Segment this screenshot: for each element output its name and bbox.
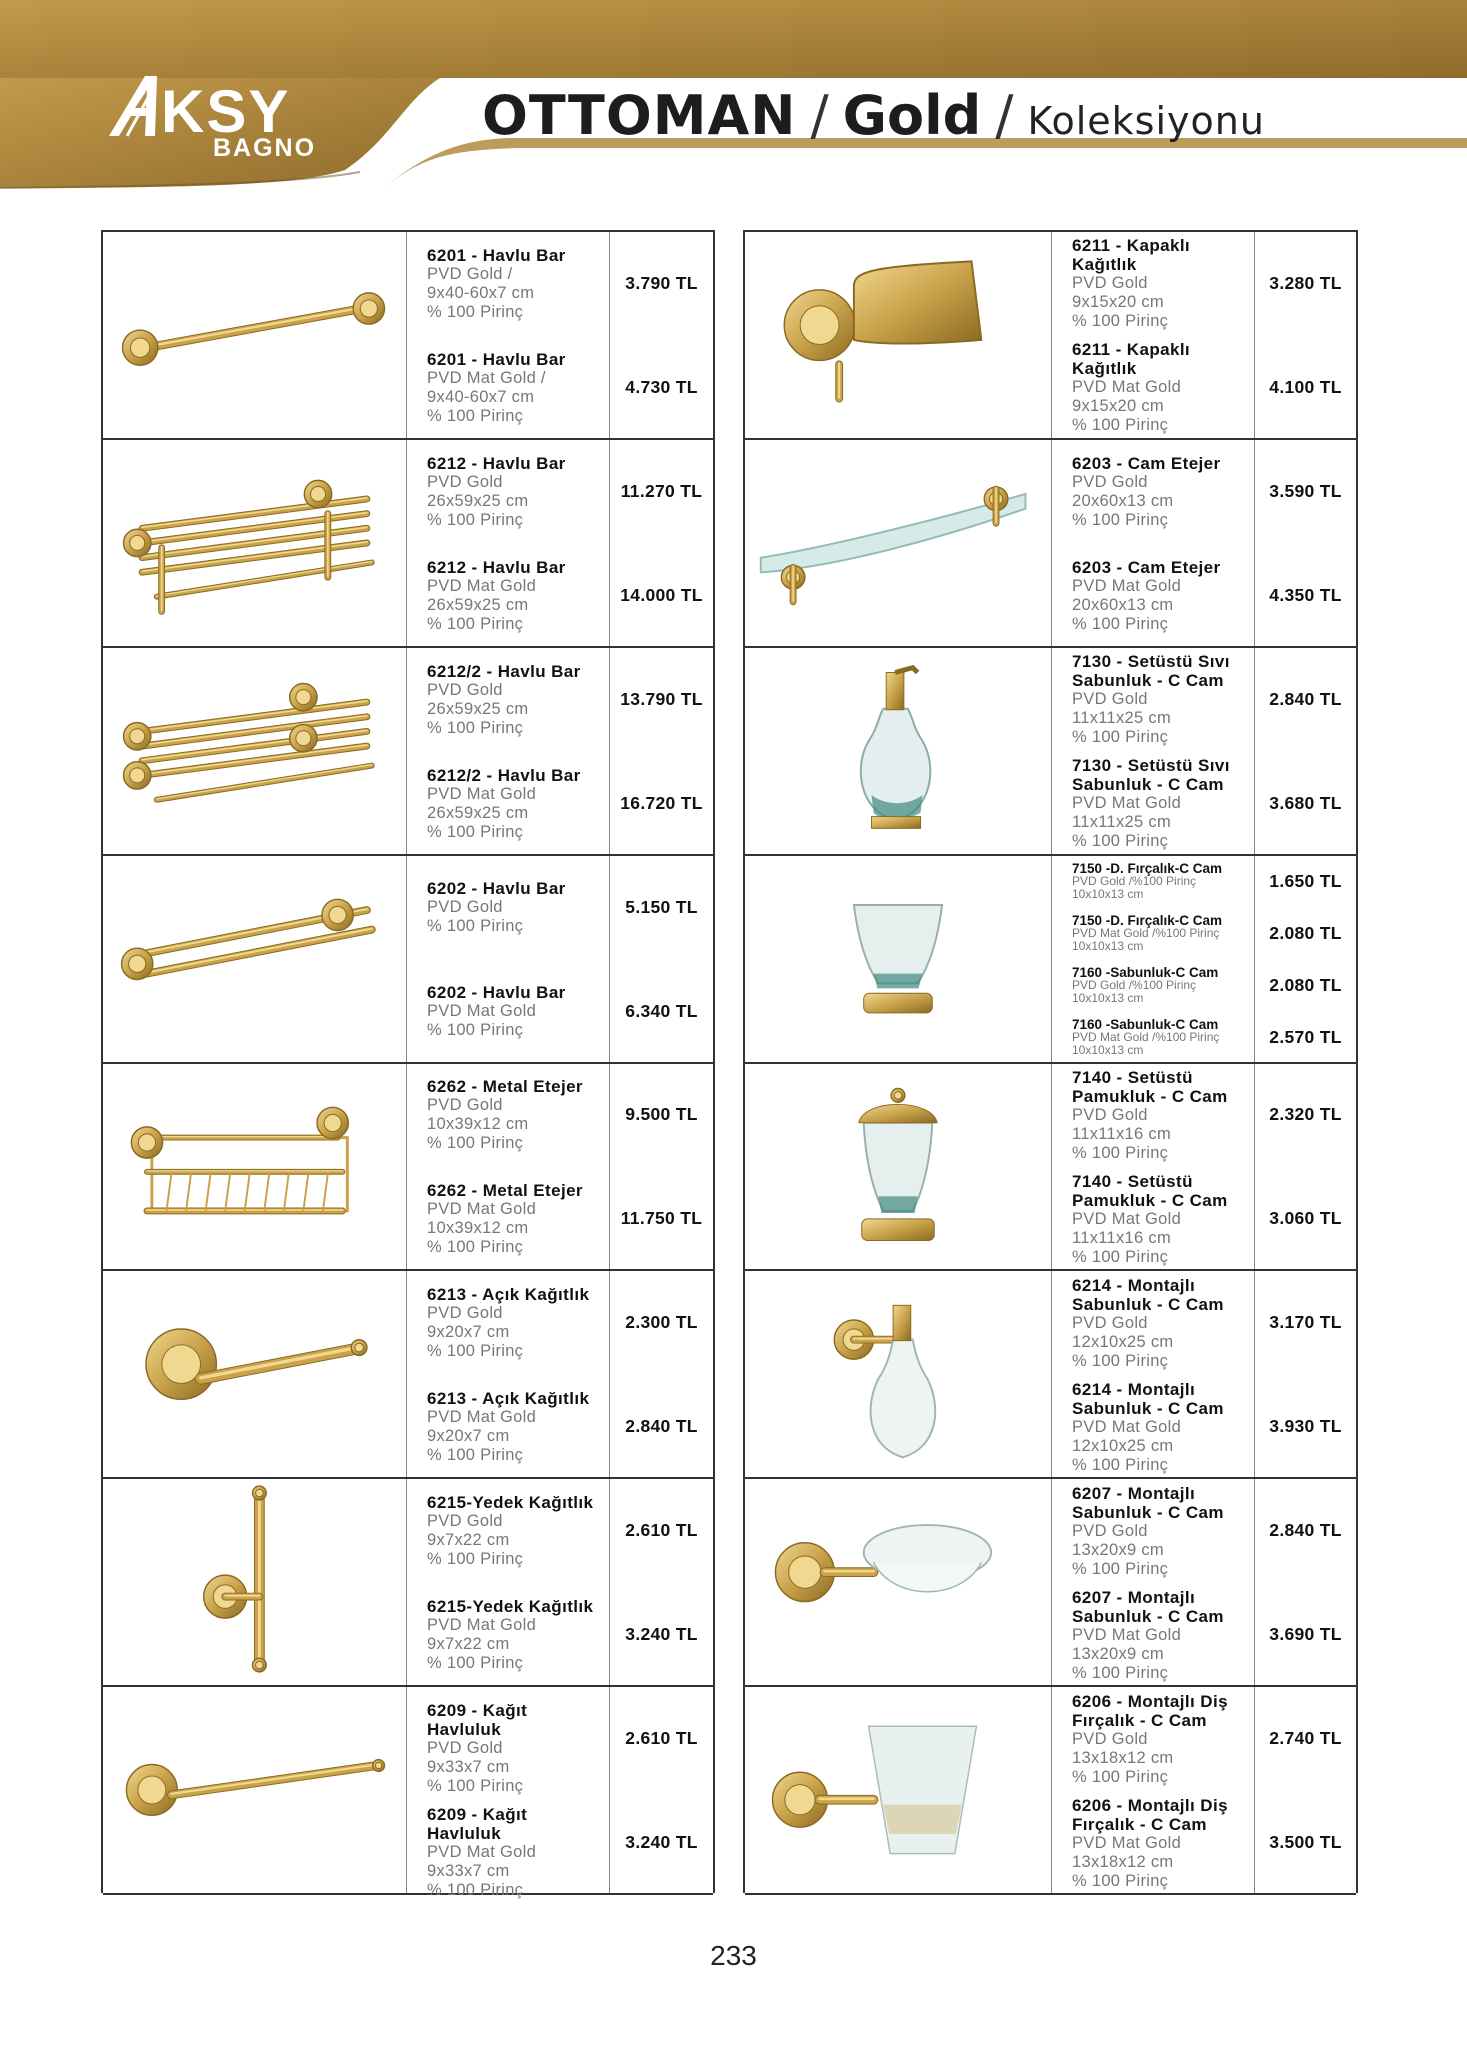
product-price: 2.740 TL [1269,1728,1342,1749]
product-spec: 26x59x25 cm [427,699,529,718]
product-spec: PVD Gold [427,1096,503,1115]
product-entry [1072,1018,1250,1057]
product-entry [427,662,605,738]
product-spec: % 100 Pirinç [1072,614,1169,633]
product-title: 7150 -D. Fırçalık-C Cam [1072,913,1223,929]
product-image-cell [745,232,1052,438]
product-price: 2.080 TL [1269,922,1342,943]
page-title [482,84,1265,146]
product-price: 3.590 TL [1269,480,1342,501]
product-title: 6201 - Havlu Bar [427,349,566,369]
product-price: 3.690 TL [1269,1624,1342,1645]
product-description-cell [407,648,610,854]
product-image-cell [745,648,1052,854]
product-price-cell [1255,856,1356,1062]
product-spec: % 100 Pirinç [427,302,524,321]
product-price: 9.500 TL [625,1104,698,1125]
product-spec: % 100 Pirinç [1072,1247,1169,1266]
product-spec: 10x39x12 cm [427,1219,529,1238]
product-spec: PVD Gold [1072,1313,1148,1332]
product-spec: 10x10x13 cm [1072,991,1144,1006]
product-title: 7150 -D. Fırçalık-C Cam [1072,861,1223,877]
product-spec: 10x10x13 cm [1072,939,1144,954]
product-spec: % 100 Pirinç [427,1654,524,1673]
product-price: 4.350 TL [1269,584,1342,605]
product-title: 6262 - Metal Etejer [427,1077,583,1097]
product-spec: PVD Gold /%100 Pirinç [1072,874,1197,889]
product-price: 2.840 TL [1269,1520,1342,1541]
product-image [103,1271,406,1477]
product-price: 2.840 TL [1269,688,1342,709]
collection-suffix: Koleksiyonu [1027,99,1265,143]
product-title: 6206 - Montajlı Diş Fırçalık - C Cam [1072,1691,1228,1730]
product-table-left [101,230,715,1900]
product-entry [1072,756,1250,851]
product-price: 3.680 TL [1269,792,1342,813]
product-title: 6202 - Havlu Bar [427,983,566,1003]
product-spec: PVD Mat Gold / [427,368,546,387]
product-price: 4.100 TL [1269,376,1342,397]
product-entry [427,1389,605,1465]
product-spec: 10x39x12 cm [427,1115,529,1134]
product-row [103,440,713,648]
product-spec: PVD Gold [1072,690,1148,709]
product-image-cell [745,856,1052,1062]
product-spec: PVD Gold [427,1304,503,1323]
product-spec: 9x40-60x7 cm [427,283,535,302]
product-description-cell [407,440,610,646]
product-spec: % 100 Pirinç [1072,832,1169,851]
product-spec: 13x18x12 cm [1072,1748,1174,1767]
product-spec: % 100 Pirinç [427,1134,524,1153]
product-image [103,856,406,1062]
finish-name: Gold [842,84,982,147]
product-price-cell [1255,1064,1356,1270]
product-spec: PVD Gold [427,898,503,917]
product-entry [1072,914,1250,953]
product-spec: PVD Gold [1072,1729,1148,1748]
product-spec: 26x59x25 cm [427,803,529,822]
product-row [103,1271,713,1479]
brand-logo-sub: BAGNO [213,134,317,162]
product-price: 11.750 TL [620,1208,703,1229]
product-title: 7160 -Sabunluk-C Cam [1072,965,1219,981]
product-title: 6212/2 - Havlu Bar [427,765,581,785]
product-image-cell [745,1271,1052,1477]
product-title: 7130 - Setüstü Sıvı Sabunluk - C Cam [1072,756,1230,795]
product-entry [1072,454,1250,530]
product-spec: 9x40-60x7 cm [427,387,535,406]
product-image [103,648,406,854]
product-entry [427,1597,605,1673]
product-row [103,856,713,1064]
product-entry [427,1805,605,1900]
product-title: 6203 - Cam Etejer [1072,453,1221,473]
product-price: 2.080 TL [1269,974,1342,995]
product-spec: PVD Gold [1072,1521,1148,1540]
product-description-cell [407,232,610,438]
product-image-cell [745,440,1052,646]
product-price: 3.240 TL [625,1624,698,1645]
product-entry [1072,236,1250,331]
product-spec: PVD Mat Gold [427,1408,537,1427]
product-price-cell [610,440,713,646]
product-spec: % 100 Pirinç [427,1342,524,1361]
product-spec: PVD Mat Gold [1072,1209,1182,1228]
product-price-cell [1255,1271,1356,1477]
product-spec: % 100 Pirinç [427,917,524,936]
product-row [745,440,1356,648]
product-description-cell [1052,1479,1255,1685]
product-price: 3.930 TL [1269,1416,1342,1437]
product-entry [1072,1484,1250,1579]
product-spec: % 100 Pirinç [427,1238,524,1257]
product-entry [427,246,605,322]
product-description-cell [1052,232,1255,438]
product-price: 2.610 TL [625,1520,698,1541]
product-spec: PVD Mat Gold [1072,794,1182,813]
product-spec: % 100 Pirinç [1072,1871,1169,1890]
product-price-cell [1255,1479,1356,1685]
product-description-cell [407,1479,610,1685]
product-spec: PVD Mat Gold [1072,576,1182,595]
product-price-cell [1255,1687,1356,1893]
product-description-cell [1052,1064,1255,1270]
product-title: 6213 - Açık Kağıtlık [427,1389,590,1409]
product-row [745,1064,1356,1272]
product-image-cell [103,856,407,1062]
product-title: 6207 - Montajlı Sabunluk - C Cam [1072,1587,1224,1626]
product-spec: % 100 Pirinç [427,510,524,529]
page-number: 233 [710,1940,757,1971]
product-title: 7140 - Setüstü Pamukluk - C Cam [1072,1067,1228,1106]
product-image-cell [745,1479,1052,1685]
product-entry [427,1285,605,1361]
product-price-cell [1255,232,1356,438]
product-title: 6212 - Havlu Bar [427,453,566,473]
product-spec: PVD Mat Gold [1072,1625,1182,1644]
product-price: 3.500 TL [1269,1832,1342,1853]
product-spec: % 100 Pirinç [427,614,524,633]
product-spec: PVD Gold [427,1512,503,1531]
product-spec: % 100 Pirinç [427,406,524,425]
product-title: 6209 - Kağıt Havluluk [427,1701,528,1740]
product-row [745,648,1356,856]
product-spec: 11x11x25 cm [1072,709,1171,728]
product-spec: PVD Gold [1072,274,1148,293]
product-spec: 9x20x7 cm [427,1427,510,1446]
product-spec: 9x15x20 cm [1072,397,1164,416]
product-spec: % 100 Pirinç [1072,1767,1169,1786]
product-image [745,1271,1051,1477]
product-entry [1072,862,1250,901]
product-entry [427,1701,605,1796]
product-spec: PVD Mat Gold [1072,378,1182,397]
product-image [103,440,406,646]
product-spec: % 100 Pirinç [427,1021,524,1040]
product-image [103,1687,406,1893]
product-price-cell [610,648,713,854]
product-title: 6202 - Havlu Bar [427,879,566,899]
product-spec: 26x59x25 cm [427,595,529,614]
product-row [745,1479,1356,1687]
product-image [745,856,1051,1062]
product-price: 11.270 TL [620,480,703,501]
product-spec: PVD Mat Gold [1072,1417,1182,1436]
product-price: 1.650 TL [1269,870,1342,891]
collection-name: OTTOMAN [482,84,797,147]
product-entry [427,1181,605,1257]
product-spec: 12x10x25 cm [1072,1332,1174,1351]
product-title: 6262 - Metal Etejer [427,1181,583,1201]
product-spec: PVD Mat Gold [427,1843,537,1862]
product-spec: % 100 Pirinç [1072,728,1169,747]
product-entry [1072,340,1250,435]
product-image [103,1479,406,1685]
product-spec: PVD Mat Gold [427,576,537,595]
product-image [745,440,1051,646]
product-title: 7160 -Sabunluk-C Cam [1072,1017,1219,1033]
product-spec: PVD Gold [427,472,503,491]
product-title: 6215-Yedek Kağıtlık [427,1597,594,1617]
product-spec: PVD Mat Gold [427,1002,537,1021]
product-entry [1072,1588,1250,1683]
product-image [745,1064,1051,1270]
svg-text:KSY: KSY [161,78,291,145]
product-title: 6214 - Montajlı Sabunluk - C Cam [1072,1379,1224,1418]
product-entry [1072,558,1250,634]
product-entry [1072,1172,1250,1267]
product-title: 6207 - Montajlı Sabunluk - C Cam [1072,1483,1224,1522]
product-entry [427,1493,605,1569]
product-spec: 9x7x22 cm [427,1531,510,1550]
product-title: 7140 - Setüstü Pamukluk - C Cam [1072,1171,1228,1210]
product-spec: 9x33x7 cm [427,1758,510,1777]
product-price: 6.340 TL [625,1000,698,1021]
product-row [745,1687,1356,1895]
product-spec: PVD Mat Gold /%100 Pirinç [1072,1030,1220,1045]
product-price-cell [610,856,713,1062]
product-image [745,1479,1051,1685]
product-spec: % 100 Pirinç [1072,1455,1169,1474]
product-title: 6206 - Montajlı Diş Fırçalık - C Cam [1072,1795,1228,1834]
product-image [745,1687,1051,1893]
product-spec: 13x20x9 cm [1072,1644,1164,1663]
product-entry [427,1077,605,1153]
product-price: 3.060 TL [1269,1208,1342,1229]
product-description-cell [407,1064,610,1270]
product-spec: % 100 Pirinç [427,1777,524,1796]
product-description-cell [1052,440,1255,646]
product-spec: 10x10x13 cm [1072,887,1144,902]
product-spec: 20x60x13 cm [1072,595,1174,614]
product-spec: PVD Gold [1072,1105,1148,1124]
product-spec: 12x10x25 cm [1072,1436,1174,1455]
product-row [103,232,713,440]
product-row [103,1479,713,1687]
product-entry [1072,1380,1250,1475]
product-spec: % 100 Pirinç [427,1446,524,1465]
product-spec: 9x33x7 cm [427,1862,510,1881]
product-entry [1072,1692,1250,1787]
product-spec: 13x18x12 cm [1072,1852,1174,1871]
title-slash: / [810,84,829,147]
product-spec: PVD Gold [1072,472,1148,491]
product-price-cell [610,1687,713,1893]
product-spec: PVD Gold / [427,264,513,283]
product-entry [427,879,605,936]
product-spec: PVD Mat Gold [427,784,537,803]
product-price-cell [610,1064,713,1270]
product-image-cell [103,1479,407,1685]
product-price: 2.570 TL [1269,1026,1342,1047]
product-row [103,1064,713,1272]
product-spec: % 100 Pirinç [1072,1663,1169,1682]
product-title: 6212 - Havlu Bar [427,557,566,577]
product-spec: 9x20x7 cm [427,1323,510,1342]
product-image-cell [103,440,407,646]
product-description-cell [407,1687,610,1900]
product-spec: PVD Mat Gold [1072,1833,1182,1852]
product-spec: % 100 Pirinç [1072,510,1169,529]
product-image-cell [103,1271,407,1477]
product-title: 6211 - Kapaklı Kağıtlık [1072,340,1191,379]
product-spec: 26x59x25 cm [427,491,529,510]
product-spec: 13x20x9 cm [1072,1540,1164,1559]
product-price: 4.730 TL [625,376,698,397]
product-spec: % 100 Pirinç [427,822,524,841]
product-image-cell [103,648,407,854]
product-spec: % 100 Pirinç [1072,1143,1169,1162]
product-price: 2.840 TL [625,1416,698,1437]
product-image-cell [103,232,407,438]
product-title: 6211 - Kapaklı Kağıtlık [1072,236,1191,275]
product-entry [427,766,605,842]
product-spec: PVD Mat Gold [427,1616,537,1635]
product-spec: PVD Gold [427,1739,503,1758]
product-spec: % 100 Pirinç [1072,1351,1169,1370]
product-price: 3.240 TL [625,1832,698,1853]
product-title: 6209 - Kağıt Havluluk [427,1805,528,1844]
product-image [103,1064,406,1270]
product-spec: PVD Mat Gold [427,1200,537,1219]
product-row [745,856,1356,1064]
product-entry [427,558,605,634]
product-entry [427,350,605,426]
product-row [745,1271,1356,1479]
product-table-right [743,230,1358,1893]
product-spec: 9x7x22 cm [427,1635,510,1654]
product-image-cell [745,1687,1052,1893]
product-image-cell [103,1064,407,1270]
product-spec: PVD Gold [427,680,503,699]
product-price: 14.000 TL [620,584,703,605]
product-title: 7130 - Setüstü Sıvı Sabunluk - C Cam [1072,652,1230,691]
product-price: 5.150 TL [625,896,698,917]
product-spec: 11x11x25 cm [1072,813,1171,832]
product-description-cell [407,856,610,1062]
product-description-cell [1052,856,1255,1062]
product-price: 2.610 TL [625,1728,698,1749]
product-title: 6212/2 - Havlu Bar [427,661,581,681]
product-price-cell [1255,440,1356,646]
product-row [103,648,713,856]
product-entry [1072,1796,1250,1891]
product-spec: 10x10x13 cm [1072,1043,1144,1058]
product-entry [427,983,605,1040]
product-title: 6215-Yedek Kağıtlık [427,1493,594,1513]
product-description-cell [407,1271,610,1477]
product-spec: % 100 Pirinç [1072,312,1169,331]
product-spec: % 100 Pirinç [427,1881,524,1900]
product-spec: % 100 Pirinç [427,1550,524,1569]
product-image [745,232,1051,438]
product-title: 6213 - Açık Kağıtlık [427,1285,590,1305]
product-title: 6201 - Havlu Bar [427,245,566,265]
product-price-cell [1255,648,1356,854]
product-entry [1072,1068,1250,1163]
product-row [745,232,1356,440]
product-spec: PVD Gold /%100 Pirinç [1072,978,1197,993]
title-slash: / [995,84,1014,147]
product-spec: 9x15x20 cm [1072,293,1164,312]
product-spec: PVD Mat Gold /%100 Pirinç [1072,926,1220,941]
product-image-cell [103,1687,407,1893]
product-spec: 11x11x16 cm [1072,1124,1171,1143]
product-price: 16.720 TL [620,792,703,813]
product-spec: % 100 Pirinç [427,718,524,737]
product-price-cell [610,1479,713,1685]
product-description-cell [1052,648,1255,854]
product-price: 2.300 TL [625,1312,698,1333]
product-row [103,1687,713,1900]
product-price-cell [610,1271,713,1477]
product-spec: % 100 Pirinç [1072,1559,1169,1578]
product-description-cell [1052,1687,1255,1893]
product-title: 6203 - Cam Etejer [1072,557,1221,577]
product-price-cell [610,232,713,438]
product-entry [1072,652,1250,747]
product-entry [1072,966,1250,1005]
product-image [103,232,406,438]
product-spec: % 100 Pirinç [1072,416,1169,435]
product-price: 3.170 TL [1269,1312,1342,1333]
product-price: 3.790 TL [625,272,698,293]
product-price: 3.280 TL [1269,272,1342,293]
product-spec: 20x60x13 cm [1072,491,1174,510]
product-description-cell [1052,1271,1255,1477]
product-title: 6214 - Montajlı Sabunluk - C Cam [1072,1275,1224,1314]
page-header [0,0,1467,210]
product-price: 2.320 TL [1269,1104,1342,1125]
product-spec: 11x11x16 cm [1072,1228,1171,1247]
product-entry [427,454,605,530]
product-price: 13.790 TL [620,688,703,709]
product-image-cell [745,1064,1052,1270]
product-image [745,648,1051,854]
product-entry [1072,1276,1250,1371]
